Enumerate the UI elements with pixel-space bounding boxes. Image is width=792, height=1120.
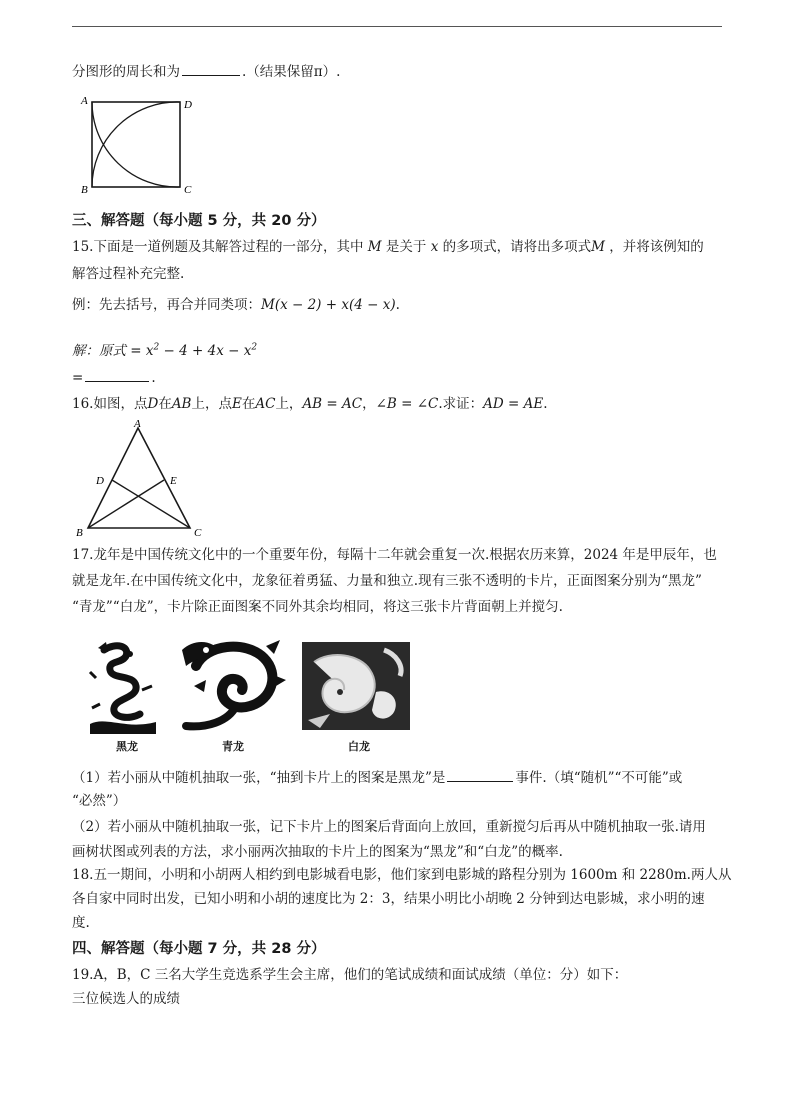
q16-label-e: E [170,475,177,487]
q17-line2: 就是龙年.在中国传统文化中，龙象征着勇猛、力量和独立.现有三张不透明的卡片，正面图案分别为“黑龙” [72,573,702,589]
q15-line1 [72,238,704,256]
q15-sq2: 2 [251,342,258,353]
q17-part1-text: （1）若小丽从中随机抽取一张，“抽到卡片上的图案是黑龙”是 [72,770,446,786]
q15-solution-mid: − 4 + 4x − x [159,343,252,359]
q15-answer-blank[interactable] [85,368,149,382]
header-rule [72,26,722,27]
q14-pi: π [313,64,323,80]
q14-label-d: D [184,99,192,111]
q15-example-expr: M(x − 2) + x(4 − x) [261,297,396,313]
q16-AB: AB [171,396,192,412]
q16-label-a: A [134,418,141,430]
black-dragon-caption: 黑龙 [116,740,138,753]
q15-example [72,296,400,314]
q16-cond1: AB = AC [302,396,363,412]
q14-hint: .（结果保留 [242,64,314,80]
q15-sq1: 2 [153,342,160,353]
q15-result-line [72,368,156,387]
q16-E: E [231,396,242,412]
q18-line3: 度. [72,915,90,931]
q16-comma: ， [362,396,376,412]
q16-label-d: D [96,475,104,487]
white-dragon-caption: 白龙 [348,740,370,753]
q17-part1-line [72,768,682,787]
q16-line [72,395,548,413]
q15-equals: = [72,370,84,386]
q17-part2-line2: 画树状图或列表的方法，求小丽两次抽取的卡片上的图案为“黑龙”和“白龙”的概率. [72,844,563,860]
q14-text: 分图形的周长和为 [72,64,180,80]
q15-M: M [367,239,382,255]
black-dragon-card-image [86,638,160,734]
q15-example-end: . [395,297,400,313]
q15-example-prefix: 例：先去括号，再合并同类项： [72,297,261,313]
q16-text-f: .求证： [438,396,484,412]
q16-AC: AC [255,396,276,412]
q15-M2: M [591,239,605,255]
q17-part1-hint: 事件.（填“随机”“不可能”或 [515,770,683,786]
q16-label-b: B [76,527,83,539]
q14-label-a: A [81,95,88,107]
q15-text-a: 15.下面是一道例题及其解答过程的一部分，其中 [72,239,364,255]
section3-title: 三、解答题（每小题 5 分，共 20 分） [72,213,326,229]
q16-label-c: C [194,527,202,539]
q17-part1-blank[interactable] [447,768,513,782]
q15-text-b: 是关于 [385,239,427,255]
q14-hint-end: ）. [322,64,341,80]
q16-triangle-figure [74,418,214,542]
q17-line3: “青龙”“白龙”，卡片除正面图案不同外其余均相同，将这三张卡片背面朝上并搅匀. [72,599,563,615]
q15-x: x [430,239,439,255]
q15-text-d: ，并将该例知的 [609,239,704,255]
azure-dragon-caption: 青龙 [222,740,244,753]
q17-part2-line1: （2）若小丽从中随机抽取一张，记下卡片上的图案后背面向上放回，重新搅匀后再从中随机抽取一张.请用 [72,819,706,835]
section4-title: 四、解答题（每小题 7 分，共 28 分） [72,941,326,957]
q17-part1-line2: “必然”） [72,793,127,809]
q15-solution-prefix: 解：原式 = x [72,343,154,359]
q16-cond2: ∠B = ∠C [375,396,439,412]
q17-line1: 17.龙年是中国传统文化中的一个重要年份，每隔十二年就会重复一次.根据农历来算，2024 年是甲辰年，也 [72,547,717,563]
q16-goal: AD = AE [483,396,544,412]
q14-square-figure [78,92,198,202]
q14-label-b: B [81,184,88,196]
q16-text-d: 在 [241,396,256,412]
q15-solution [72,342,257,360]
q18-line1: 18.五一期间，小明和小胡两人相约到电影城看电影，他们家到电影城的路程分别为 1600m 和 2280m.两人从 [72,867,732,883]
white-dragon-card-image [300,640,412,732]
q15-text-c: 的多项式，请将出多项式 [442,239,592,255]
azure-dragon-card-image [176,636,288,732]
q16-end: . [543,396,548,412]
q14-tail-line [72,62,340,81]
q19-line1: 19.A，B，C 三名大学生竞选系学生会主席，他们的笔试成绩和面试成绩（单位：分）如下： [72,967,628,983]
q16-text-e: 上， [275,396,303,412]
q18-line2: 各自家中同时出发，已知小明和小胡的速度比为 2：3，结果小明比小胡晚 2 分钟到达电影城，求小明的速 [72,891,705,907]
q14-label-c: C [184,184,192,196]
q14-answer-blank[interactable] [182,62,240,76]
q16-D: D [147,396,159,412]
q15-line2: 解答过程补充完整. [72,266,185,282]
q16-text-a: 16.如图，点 [72,396,148,412]
q19-line2: 三位候选人的成绩 [72,991,180,1007]
q16-text-c: 上，点 [191,396,232,412]
q15-period: . [151,370,156,386]
q16-text-b: 在 [158,396,172,412]
